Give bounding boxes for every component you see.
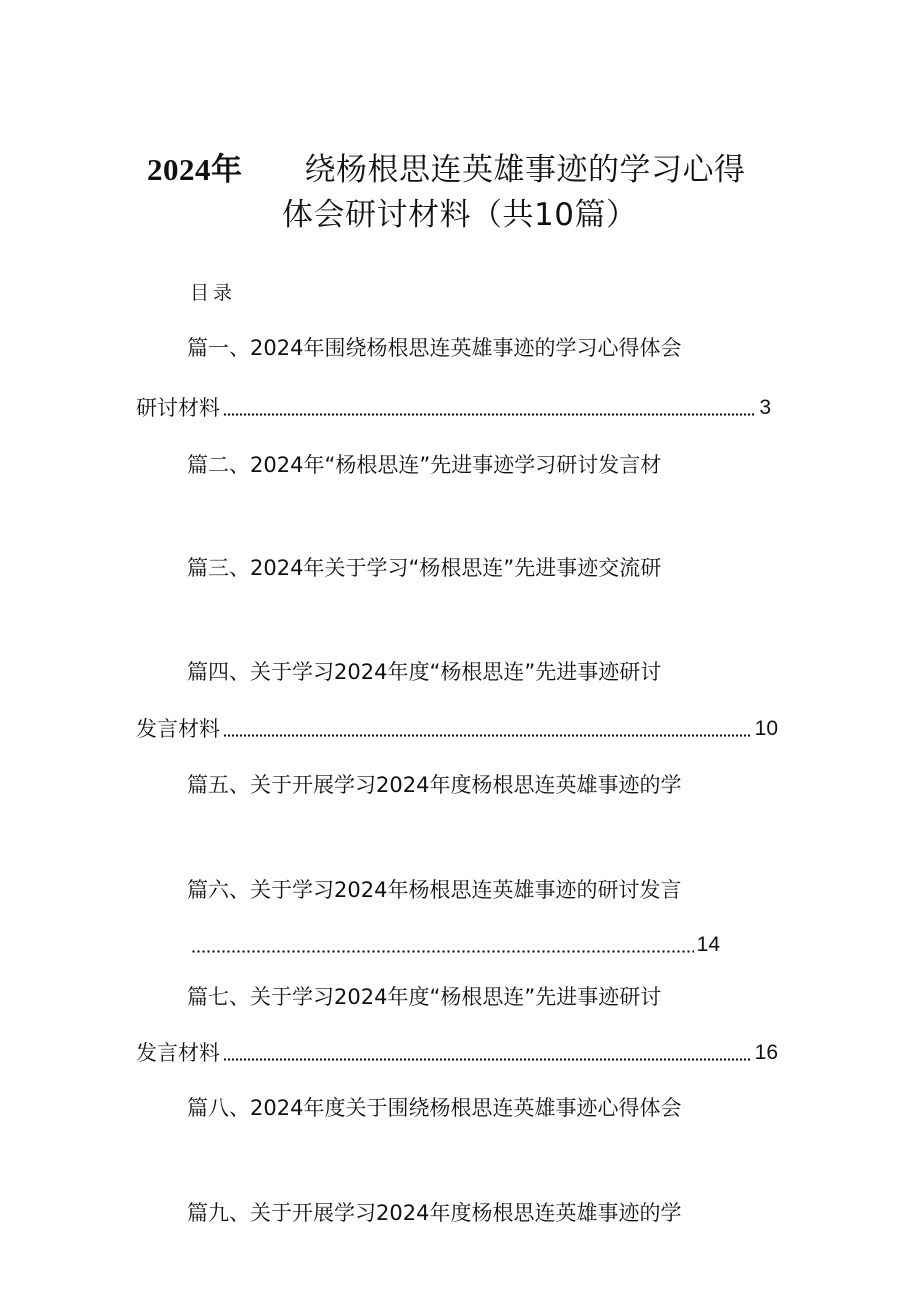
toc-entry-1-continuation[interactable] xyxy=(136,393,771,423)
title-year: 2024年 xyxy=(147,152,243,187)
toc-entry-8[interactable]: 篇八、2024年度关于围绕杨根思连英雄事迹心得体会 xyxy=(187,1096,682,1120)
toc-entry-1[interactable]: 篇一、2024年围绕杨根思连英雄事迹的学习心得体会 xyxy=(187,336,682,360)
dot-leader xyxy=(191,950,694,953)
toc-page-number: 3 xyxy=(759,396,771,419)
toc-entry-7-line2: 发言材料 xyxy=(136,1041,220,1065)
document-title-line-2 xyxy=(282,195,637,235)
toc-entry-7[interactable]: 篇七、关于学习2024年度“杨根思连”先进事迹研讨 xyxy=(187,985,662,1009)
title-text-2: 体会研讨材料（共10篇） xyxy=(282,197,638,233)
toc-entry-7-continuation[interactable] xyxy=(136,1038,778,1068)
toc-entry-1-line2: 研讨材料 xyxy=(136,396,220,420)
toc-entry-4-line2: 发言材料 xyxy=(136,717,220,741)
toc-page-number: 16 xyxy=(754,1041,778,1064)
toc-heading: 目录 xyxy=(190,282,237,304)
toc-entry-9[interactable]: 篇九、关于开展学习2024年度杨根思连英雄事迹的学 xyxy=(187,1201,682,1225)
title-text-1: 绕杨根思连英雄事迹的学习心得 xyxy=(304,152,746,188)
toc-entry-6-continuation[interactable] xyxy=(188,930,720,960)
toc-page-number: 14 xyxy=(696,933,720,956)
toc-entry-2[interactable]: 篇二、2024年“杨根思连”先进事迹学习研讨发言材 xyxy=(187,453,662,477)
dot-leader xyxy=(223,1058,752,1061)
dot-leader xyxy=(223,734,752,737)
toc-page-number: 10 xyxy=(754,717,778,740)
toc-entry-3[interactable]: 篇三、2024年关于学习“杨根思连”先进事迹交流研 xyxy=(187,556,662,580)
toc-entry-5[interactable]: 篇五、关于开展学习2024年度杨根思连英雄事迹的学 xyxy=(187,773,682,797)
dot-leader xyxy=(223,413,756,416)
toc-entry-4-continuation[interactable] xyxy=(136,714,778,744)
toc-entry-6[interactable]: 篇六、关于学习2024年杨根思连英雄事迹的研讨发言 xyxy=(187,878,682,902)
toc-entry-4[interactable]: 篇四、关于学习2024年度“杨根思连”先进事迹研讨 xyxy=(187,660,662,684)
document-title-line-1 xyxy=(147,150,746,190)
